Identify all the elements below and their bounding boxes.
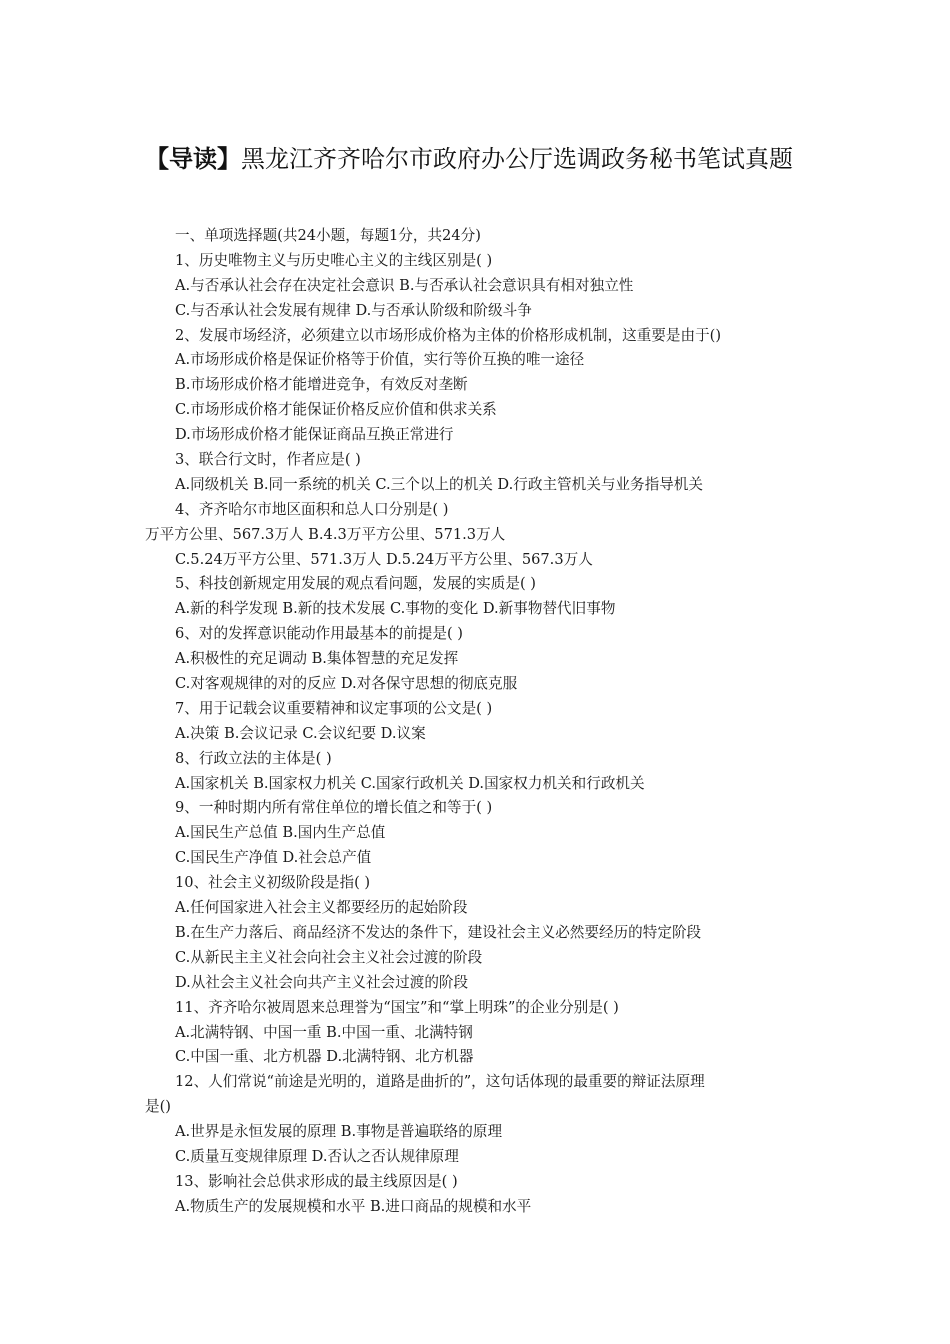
text-line: A.任何国家进入社会主义都要经历的起始阶段 — [175, 899, 468, 917]
text-line: 9、一种时期内所有常住单位的增长值之和等于( ) — [175, 799, 493, 817]
text-line: C.从新民主主义社会向社会主义社会过渡的阶段 — [175, 948, 483, 966]
text-line: 6、对的发挥意识能动作用最基本的前提是( ) — [175, 625, 464, 643]
text-line: 13、影响社会总供求形成的最主线原因是( ) — [175, 1172, 458, 1190]
text-line: 4、齐齐哈尔市地区面积和总人口分别是( ) — [175, 500, 449, 518]
text-line: A.新的科学发现 B.新的技术发展 C.事物的变化 D.新事物替代旧事物 — [175, 600, 616, 618]
text-line: 万平方公里、567.3万人 B.4.3万平方公里、571.3万人 — [145, 525, 506, 543]
text-line: C.市场形成价格才能保证价格反应价值和供求关系 — [175, 401, 497, 419]
text-line: C.中国一重、北方机器 D.北满特钢、北方机器 — [175, 1048, 474, 1066]
text-line: A.市场形成价格是保证价格等于价值，实行等价互换的唯一途径 — [175, 351, 585, 369]
text-line: A.国家机关 B.国家权力机关 C.国家行政机关 D.国家权力机关和行政机关 — [175, 774, 645, 792]
text-line: C.国民生产净值 D.社会总产值 — [175, 849, 372, 867]
text-line: A.北满特钢、中国一重 B.中国一重、北满特钢 — [175, 1023, 473, 1041]
text-line: 3、联合行文时，作者应是( ) — [175, 451, 361, 469]
text-line: A.世界是永恒发展的原理 B.事物是普遍联络的原理 — [175, 1123, 503, 1141]
text-line: A.国民生产总值 B.国内生产总值 — [175, 824, 386, 842]
text-line: A.同级机关 B.同一系统的机关 C.三个以上的机关 D.行政主管机关与业务指导机关 — [175, 475, 703, 493]
text-line: 7、用于记载会议重要精神和议定事项的公文是( ) — [175, 699, 493, 717]
text-line: A.与否承认社会存在决定社会意识 B.与否承认社会意识具有相对独立性 — [175, 276, 634, 294]
text-line: 是() — [145, 1098, 171, 1116]
text-line: D.市场形成价格才能保证商品互换正常进行 — [175, 426, 454, 444]
text-line: A.决策 B.会议记录 C.会议纪要 D.议案 — [175, 724, 426, 742]
text-line: C.对客观规律的对的反应 D.对各保守思想的彻底克服 — [175, 675, 518, 693]
document-title — [145, 131, 845, 187]
text-line: C.与否承认社会发展有规律 D.与否承认阶级和阶级斗争 — [175, 301, 532, 319]
text-line: 12、人们常说“前途是光明的，道路是曲折的”，这句话体现的最重要的辩证法原理 — [175, 1073, 705, 1091]
text-line: B.市场形成价格才能增进竞争，有效反对垄断 — [175, 376, 468, 394]
text-line: B.在生产力落后、商品经济不发达的条件下，建设社会主义必然要经历的特定阶段 — [175, 923, 702, 941]
text-line: 11、齐齐哈尔被周恩来总理誉为“国宝”和“掌上明珠”的企业分别是( ) — [175, 998, 619, 1016]
text-line: A.物质生产的发展规模和水平 B.进口商品的规模和水平 — [175, 1197, 532, 1215]
text-line: C.质量互变规律原理 D.否认之否认规律原理 — [175, 1147, 459, 1165]
text-line: A.积极性的充足调动 B.集体智慧的充足发挥 — [175, 650, 459, 668]
text-line: D.从社会主义社会向共产主义社会过渡的阶段 — [175, 973, 469, 991]
text-line: 5、科技创新规定用发展的观点看问题，发展的实质是( ) — [175, 575, 536, 593]
document-body — [145, 224, 835, 1220]
text-line: 1、历史唯物主义与历史唯心主义的主线区别是( ) — [175, 251, 493, 269]
text-line: C.5.24万平方公里、571.3万人 D.5.24万平方公里、567.3万人 — [175, 550, 593, 568]
text-line: 8、行政立法的主体是( ) — [175, 749, 332, 767]
text-line: 2、发展市场经济，必须建立以市场形成价格为主体的价格形成机制，这重要是由于() — [175, 326, 722, 344]
text-line: 10、社会主义初级阶段是指( ) — [175, 874, 371, 892]
title-main: 黑龙江齐齐哈尔市政府办公厅选调政务秘书笔试真题 — [241, 145, 793, 173]
text-line: 一、单项选择题(共24小题，每题1分，共24分) — [175, 227, 481, 244]
title-prefix: 【导读】 — [145, 145, 241, 173]
